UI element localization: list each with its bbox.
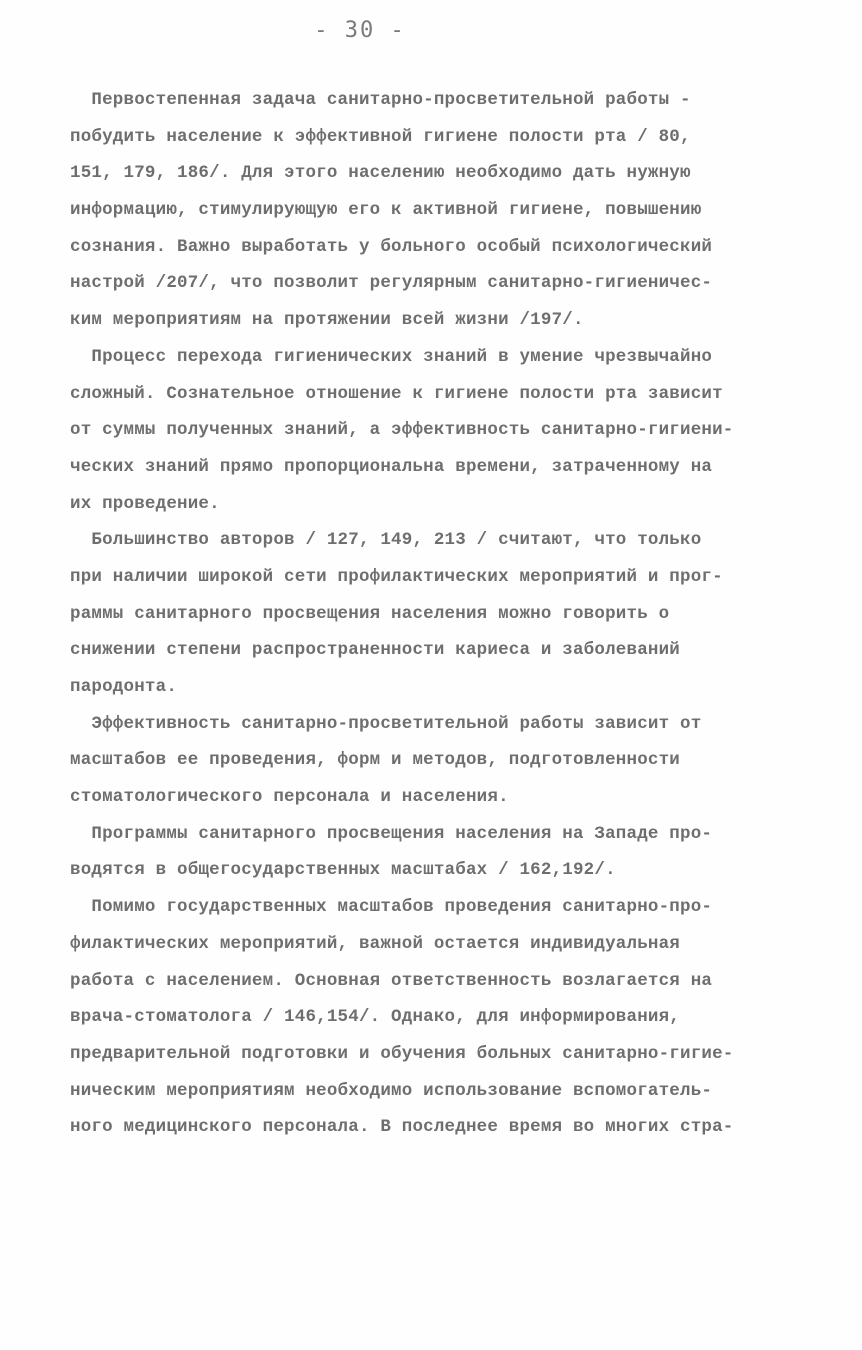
text-line: сознания. Важно выработать у больного особый психологический bbox=[70, 236, 713, 257]
text-line: врача-стоматолога / 146,154/. Однако, для информирования, bbox=[70, 1007, 680, 1028]
text-line: снижении степени распространенности кариеса и заболеваний bbox=[70, 640, 680, 661]
text-line: Процесс перехода гигиенических знаний в умение чрезвычайно bbox=[70, 346, 713, 367]
text-line: Первостепенная задача санитарно-просветительной работы - bbox=[70, 90, 691, 110]
text-line: работа с населением. Основная ответственность возлагается на bbox=[70, 970, 713, 991]
text-line: Эффективность санитарно-просветительной работы зависит от bbox=[70, 713, 702, 734]
text-line: ного медицинского персонала. В последнее время во многих стра- bbox=[70, 1117, 734, 1138]
text-line: сложный. Сознательное отношение к гигиене полости рта зависит bbox=[70, 383, 723, 404]
text-line: их проведение. bbox=[70, 493, 220, 514]
text-line: предварительной подготовки и обучения больных санитарно-гигие- bbox=[70, 1043, 734, 1064]
text-line: масштабов ее проведения, форм и методов, подготовленности bbox=[70, 750, 680, 771]
text-line: стоматологического персонала и населения. bbox=[70, 787, 509, 808]
text-line: пародонта. bbox=[70, 677, 178, 697]
text-line: побудить население к эффективной гигиене полости рта / 80, bbox=[70, 126, 691, 147]
text-line: ким мероприятиям на протяжении всей жизни /197/. bbox=[70, 310, 584, 331]
text-line: филактических мероприятий, важной остается индивидуальная bbox=[70, 933, 680, 954]
text-line: при наличии широкой сети профилактических мероприятий и прог- bbox=[70, 566, 723, 587]
text-line: Помимо государственных масштабов проведения санитарно-про- bbox=[70, 897, 713, 918]
text-line: от суммы полученных знаний, а эффективность санитарно-гигиени- bbox=[70, 420, 734, 441]
text-line: 151, 179, 186/. Для этого населению необходимо дать нужную bbox=[70, 163, 691, 184]
body-text bbox=[70, 82, 810, 1146]
text-line: Программы санитарного просвещения населения на Западе про- bbox=[70, 823, 713, 844]
text-line: ническим мероприятиям необходимо использование вспомогатель- bbox=[70, 1080, 713, 1101]
text-line: Большинство авторов / 127, 149, 213 / считают, что только bbox=[70, 530, 702, 551]
text-line: ческих знаний прямо пропорциональна времени, затраченному на bbox=[70, 456, 713, 477]
text-line: информацию, стимулирующую его к активной гигиене, повышению bbox=[70, 200, 702, 221]
text-line: раммы санитарного просвещения населения можно говорить о bbox=[70, 603, 670, 624]
text-line: водятся в общегосударственных масштабах / 162,192/. bbox=[70, 860, 616, 881]
text-line: настрой /207/, что позволит регулярным санитарно-гигиеничес- bbox=[70, 273, 713, 294]
page-number: - 30 - bbox=[314, 18, 406, 43]
